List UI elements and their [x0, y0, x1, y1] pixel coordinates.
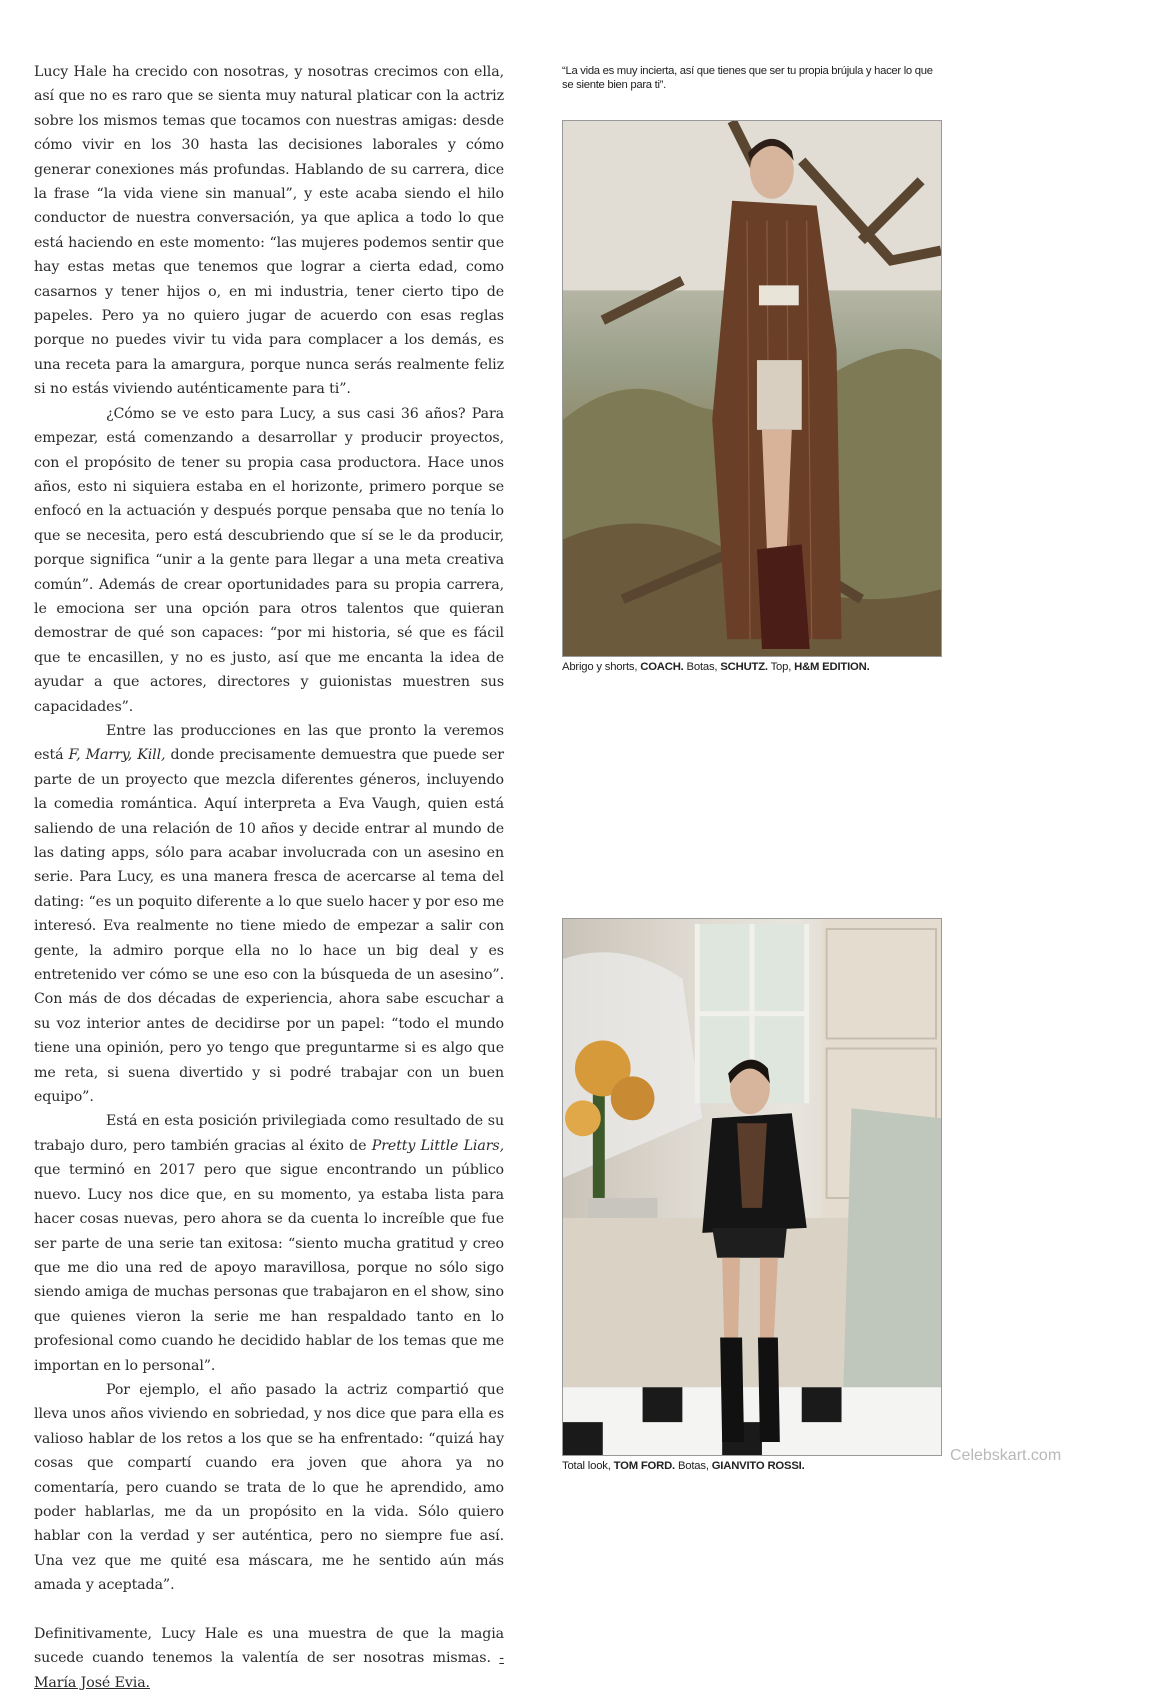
caption-photo-1: [562, 661, 962, 673]
paragraph-3-text-a: Entre las producciones en las que pronto la veremos está: [34, 722, 504, 764]
film-title: F, Marry, Kill,: [68, 747, 166, 764]
caption-1-text: Top,: [767, 661, 795, 673]
photo-kitchen: [562, 918, 942, 1456]
caption-1-brand: SCHUTZ.: [720, 661, 768, 673]
caption-2-text: Total look,: [562, 1460, 614, 1472]
caption-1-text: Abrigo y shorts,: [562, 661, 641, 673]
series-title: Pretty Little Liars,: [371, 1137, 504, 1154]
caption-2-text: Botas,: [675, 1460, 712, 1472]
paragraph-4-text-b: que terminó en 2017 pero que sigue encontrando un público nuevo. Lucy nos dice que, en su momento, ya estaba lista para hacer cosas nuevas, pero ahora se da cuenta lo increíble que fue ser parte de una serie tan exitosa: “siento mucha gratitud y creo que me dio una red de apoyo maravillosa, porque no sólo sigo siendo amiga de muchas personas que trabajaron en el show, sino que quienes vieron la serie me han respaldado tanto en lo profesional como cuando he decidido hablar de los temas que me importan en lo personal”.: [34, 1162, 504, 1374]
author-signature: -María José Evia.: [34, 1650, 504, 1691]
watermark: Celebskart.com: [950, 1447, 1062, 1464]
pull-quote: “La vida es muy incierta, así que tienes que ser tu propia brújula y hacer lo que se siente bien para ti”.: [562, 65, 933, 91]
caption-1-text: Botas,: [683, 661, 721, 673]
paragraph-1: Lucy Hale ha crecido con nosotras, y nosotras crecimos con ella, así que no es raro que se sienta muy natural platicar con la actriz sobre los mismos temas que tocamos con nuestras amigas: desde cómo vivir en los 30 hasta las decisiones laborales y cómo generar conexiones más profundas. Hablando de su carrera, dice la frase “la vida viene sin manual”, y este acaba siendo el hilo conductor de nuestra conversación, ya que aplica a todo lo que está haciendo en este momento: “las mujeres podemos sentir que hay estas metas que tenemos que lograr a cierta edad, como casarnos y tener hijos o, en mi industria, tener cierto tipo de papeles. Pero ya no quiero jugar de acuerdo con esas reglas porque no puedes vivir tu vida para complacer a los demás, es una receta para la amargura, porque nunca serás realmente feliz si no estás viviendo auténticamente para ti”.: [34, 64, 504, 398]
photo-trench-coat: [562, 120, 942, 657]
caption-1-brand: COACH.: [640, 661, 684, 673]
paragraph-5: Por ejemplo, el año pasado la actriz compartió que lleva unos años viviendo en sobriedad, y nos dice que para ella es valioso hablar de los retos a los que se ha enfrentado: “quizá hay cosas que compartí cuando era joven que ahora ya no comentaría, pero cuando se trata de lo que he aprendido, amo poder hablarlas, me da un propósito en la vida. Sólo quiero hablar con la verdad y ser auténtica, pero no siempre fue así. Una vez que me quité esa máscara, me he sentido aún más amada y aceptada”.: [34, 1381, 504, 1594]
paragraph-6-text: Definitivamente, Lucy Hale es una muestra de que la magia sucede cuando tenemos la valentía de ser nosotras mismas.: [34, 1625, 504, 1667]
article-body: [34, 60, 504, 1695]
caption-photo-2: [562, 1460, 962, 1472]
caption-2-brand: TOM FORD.: [613, 1460, 675, 1472]
photo-2-illustration: [563, 919, 941, 1455]
paragraph-6: [34, 1622, 504, 1695]
paragraph-3: [34, 719, 504, 1110]
paragraph-4-text-a: Está en esta posición privilegiada como resultado de su trabajo duro, pero también gracias al éxito de: [34, 1113, 504, 1154]
paragraph-3-text-b: donde precisamente demuestra que puede ser parte de un proyecto que mezcla diferentes géneros, incluyendo la comedia romántica. Aquí interpreta a Eva Vaugh, quien está saliendo de una relación de 10 años y decide entrar al mundo de las dating apps, sólo para acabar involucrada con un asesino en serie. Para Lucy, es una manera fresca de acercarse al tema del dating: “es un poquito diferente a lo que suelo hacer y por eso me interesó. Eva realmente no tiene miedo de empezar a salir con gente, la admiro porque ella no lo hace un big deal y es entretenido ver cómo se une eso con la búsqueda de un asesino”. Con más de dos décadas de experiencia, ahora sabe escuchar a su voz interior antes de decidirse por un papel: “todo el mundo tiene una opinión, pero yo tengo que preguntarme si es algo que me reta, si suena divertido y si podré trabajar con un buen equipo”.: [34, 747, 504, 1106]
caption-2-brand: GIANVITO ROSSI.: [711, 1460, 805, 1472]
caption-1-brand: H&M EDITION.: [794, 661, 870, 673]
paragraph-4: [34, 1109, 504, 1377]
photo-1-illustration: [563, 121, 941, 656]
paragraph-2: ¿Cómo se ve esto para Lucy, a sus casi 36 años? Para empezar, está comenzando a desarrollar y producir proyectos, con el propósito de tener su propia casa productora. Hace unos años, esto ni siquiera estaba en el horizonte, primero porque se enfocó en la actuación y después porque pensaba que no tenía lo que se necesita, pero está descubriendo que sí se le da producir, porque significa “unir a la gente para llegar a una meta creativa común”. Además de crear oportunidades para su propia carrera, le emociona ser una opción para otros talentos que quieran demostrar de qué son capaces: “por mi historia, sé que es fácil que te encasillen, y no es justo, así que me encanta la idea de ayudar a que actores, directores y guionistas muestren sus capacidades”.: [34, 405, 504, 715]
